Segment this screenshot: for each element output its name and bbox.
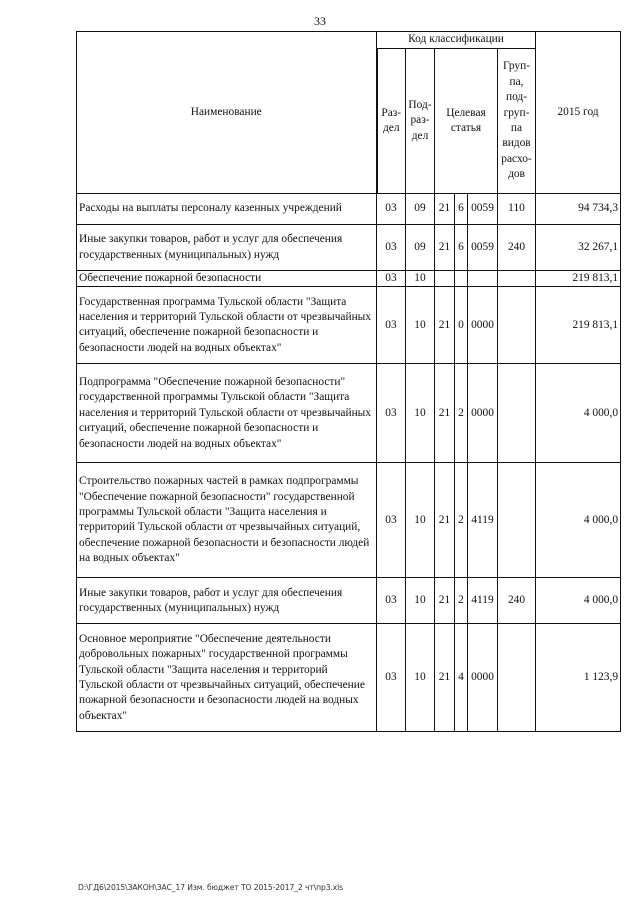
row-name: Государственная программа Тульской области "Защита населения и территорий Тульской области от чрезвычайных ситуаций, обеспечение пожарной безопасности и безопасности людей на водных объектах" <box>77 287 377 364</box>
row-target-program <box>435 271 455 287</box>
row-name: Строительство пожарных частей в рамках подпрограммы "Обеспечение пожарной безопасности" государственной программы Тульской области "Защита населения и территорий Тульской области от чрезвычайных ситуаций, обеспечение пожарной безопасности и безопасности людей на водных объектах" <box>77 463 377 578</box>
table-row <box>77 225 621 271</box>
table-row <box>77 578 621 624</box>
row-amount: 219 813,1 <box>536 287 621 364</box>
row-target-direction <box>468 271 498 287</box>
row-expense-group <box>498 463 536 578</box>
row-amount: 4 000,0 <box>536 463 621 578</box>
row-expense-group <box>498 364 536 463</box>
row-podrazdel: 10 <box>406 463 435 578</box>
row-name: Подпрограмма "Обеспечение пожарной безопасности" государственной программы Тульской области "Защита населения и территорий Тульской области от чрезвычайных ситуаций, обеспечение пожарной безопасности и безопасности людей на водных объектах" <box>77 364 377 463</box>
row-target-program: 21 <box>435 578 455 624</box>
row-razdel: 03 <box>377 271 406 287</box>
row-target-subprogram: 4 <box>455 624 468 732</box>
row-podrazdel: 09 <box>406 194 435 225</box>
header-code-group: Код классификации <box>377 32 536 49</box>
row-amount: 219 813,1 <box>536 271 621 287</box>
row-amount: 94 734,3 <box>536 194 621 225</box>
row-podrazdel: 10 <box>406 271 435 287</box>
budget-table <box>76 31 621 732</box>
row-expense-group <box>498 271 536 287</box>
row-target-subprogram: 6 <box>455 225 468 271</box>
table-row <box>77 624 621 732</box>
header-line: дов <box>508 168 525 181</box>
row-amount: 1 123,9 <box>536 624 621 732</box>
header-podrazdel <box>406 49 435 194</box>
row-razdel: 03 <box>377 624 406 732</box>
row-expense-group: 110 <box>498 194 536 225</box>
table-row <box>77 463 621 578</box>
row-name: Иные закупки товаров, работ и услуг для обеспечения государственных (муниципальных) нужд <box>77 578 377 624</box>
header-line: дел <box>411 129 429 142</box>
row-target-direction: 0000 <box>468 624 498 732</box>
row-target-subprogram: 2 <box>455 578 468 624</box>
header-line: Под- <box>408 98 432 111</box>
file-path-footer: D:\ГД6\2015\ЗАКОН\ЗАС_17 Изм. бюджет ТО 2015-2017_2 чт\пр3.xls <box>78 883 344 892</box>
row-target-subprogram: 2 <box>455 364 468 463</box>
header-line: Груп- <box>503 60 530 73</box>
header-line: Раз- <box>381 106 402 119</box>
header-line: па, <box>509 75 524 88</box>
row-target-direction: 4119 <box>468 463 498 578</box>
row-podrazdel: 10 <box>406 624 435 732</box>
row-razdel: 03 <box>377 287 406 364</box>
header-line: раз- <box>410 114 430 127</box>
row-razdel: 03 <box>377 364 406 463</box>
header-name: Наименование <box>77 32 377 194</box>
header-line: па <box>510 122 523 134</box>
row-name: Расходы на выплаты персоналу казенных учреждений <box>77 194 377 225</box>
row-target-direction: 0000 <box>468 364 498 463</box>
header-line: видов <box>502 137 531 150</box>
row-target-program: 21 <box>435 364 455 463</box>
row-target-direction: 0059 <box>468 194 498 225</box>
page-number: 33 <box>314 14 326 28</box>
row-name: Основное мероприятие "Обеспечение деятельности добровольных пожарных" государственной программы Тульской области "Защита населения и территорий Тульской области от чрезвычайных ситуаций, обеспечение пожарной безопасности и безопасности людей на водных объектах" <box>77 624 377 732</box>
row-expense-group: 240 <box>498 578 536 624</box>
row-podrazdel: 09 <box>406 225 435 271</box>
table-row <box>77 364 621 463</box>
row-amount: 32 267,1 <box>536 225 621 271</box>
table-row <box>77 287 621 364</box>
row-amount: 4 000,0 <box>536 578 621 624</box>
row-name: Иные закупки товаров, работ и услуг для обеспечения государственных (муниципальных) нужд <box>77 225 377 271</box>
row-target-subprogram: 2 <box>455 463 468 578</box>
row-target-subprogram <box>455 271 468 287</box>
row-target-subprogram: 6 <box>455 194 468 225</box>
header-line: расхо- <box>501 152 532 165</box>
row-amount: 4 000,0 <box>536 364 621 463</box>
header-target-article <box>435 49 498 194</box>
header-line: Целевая <box>446 106 486 119</box>
row-podrazdel: 10 <box>406 364 435 463</box>
row-target-direction: 0059 <box>468 225 498 271</box>
row-razdel: 03 <box>377 194 406 225</box>
row-target-program: 21 <box>435 624 455 732</box>
row-razdel: 03 <box>377 578 406 624</box>
row-target-subprogram: 0 <box>455 287 468 364</box>
row-podrazdel: 10 <box>406 578 435 624</box>
row-expense-group <box>498 287 536 364</box>
header-line: груп- <box>503 106 530 119</box>
header-year: 2015 год <box>536 32 621 194</box>
row-podrazdel: 10 <box>406 287 435 364</box>
row-razdel: 03 <box>377 225 406 271</box>
header-razdel <box>377 49 406 194</box>
row-razdel: 03 <box>377 463 406 578</box>
table-row <box>77 194 621 225</box>
header-line: статья <box>450 122 482 134</box>
row-expense-group <box>498 624 536 732</box>
header-expense-group <box>498 49 536 194</box>
row-target-program: 21 <box>435 463 455 578</box>
row-name: Обеспечение пожарной безопасности <box>77 271 377 287</box>
row-target-direction: 0000 <box>468 287 498 364</box>
header-line: под- <box>505 91 528 104</box>
row-target-program: 21 <box>435 287 455 364</box>
row-target-program: 21 <box>435 194 455 225</box>
header-line: дел <box>382 122 400 134</box>
row-expense-group: 240 <box>498 225 536 271</box>
row-target-program: 21 <box>435 225 455 271</box>
table-row <box>77 271 621 287</box>
row-target-direction: 4119 <box>468 578 498 624</box>
